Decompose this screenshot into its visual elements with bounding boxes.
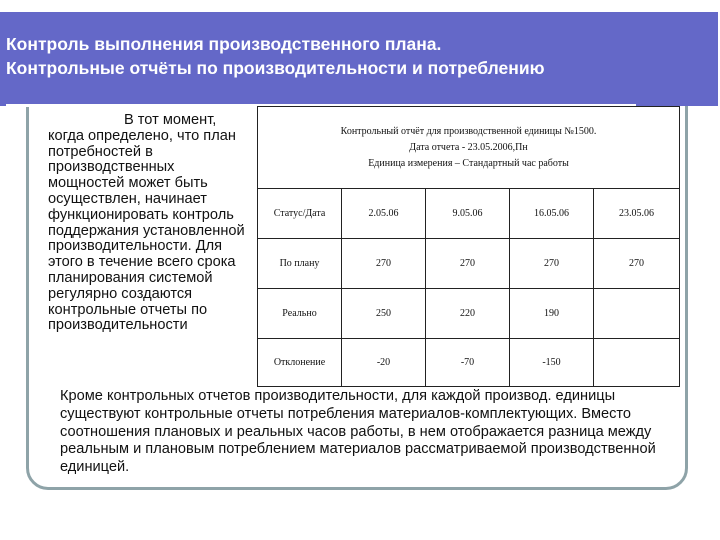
table-cell: 250 <box>342 289 426 339</box>
bottom-paragraph: Кроме контрольных отчетов производительности, для каждой производ. единицы существуют контрольные отчеты потребления материалов-комплектующих. Вместо соотношения плановых и реальных часов работы, в нем отображается разница между реальным и плановым потреблением материалов рассматриваемой производственной единицей. <box>60 388 656 476</box>
table-cell: 16.05.06 <box>510 189 594 239</box>
table-cell: -20 <box>342 339 426 387</box>
row-label: Статус/Дата <box>258 189 342 239</box>
report-header-row <box>258 107 680 189</box>
table-cell: 2.05.06 <box>342 189 426 239</box>
table-cell: 270 <box>594 239 680 289</box>
table-cell <box>594 289 680 339</box>
table-cell: -150 <box>510 339 594 387</box>
table-row-status-date <box>258 189 680 239</box>
table-cell: 9.05.06 <box>426 189 510 239</box>
table-row-actual <box>258 289 680 339</box>
row-label: Реально <box>258 289 342 339</box>
report-table <box>257 106 680 387</box>
table-cell: 270 <box>342 239 426 289</box>
table-row-plan <box>258 239 680 289</box>
table-cell <box>594 339 680 387</box>
row-label: Отклонение <box>258 339 342 387</box>
report-header-line-3: Единица измерения – Стандартный час работы <box>368 157 569 169</box>
report-header-line-2: Дата отчета - 23.05.2006,Пн <box>409 141 528 153</box>
slide-title <box>6 32 706 80</box>
left-paragraph: В тот момент, когда определено, что план потребностей в производственных мощностей может быть осуществлен, начинает функционировать контроль поддержания установленной производительности. Для этого в течение всего срока планирования системой регулярно создаются контрольные отчеты по производительности <box>48 112 245 334</box>
report-header-line-1: Контрольный отчёт для производственной единицы №1500. <box>340 125 597 137</box>
row-label: По плану <box>258 239 342 289</box>
table-cell: -70 <box>426 339 510 387</box>
table-cell: 270 <box>510 239 594 289</box>
table-cell: 23.05.06 <box>594 189 680 239</box>
table-cell: 190 <box>510 289 594 339</box>
table-row-deviation <box>258 339 680 387</box>
title-line-2: Контрольные отчёты по производительности и потреблению <box>6 58 545 78</box>
table-cell: 220 <box>426 289 510 339</box>
title-line-1: Контроль выполнения производственного плана. <box>6 34 442 54</box>
table-cell: 270 <box>426 239 510 289</box>
title-band <box>0 12 718 106</box>
report-header-cell <box>258 107 680 189</box>
